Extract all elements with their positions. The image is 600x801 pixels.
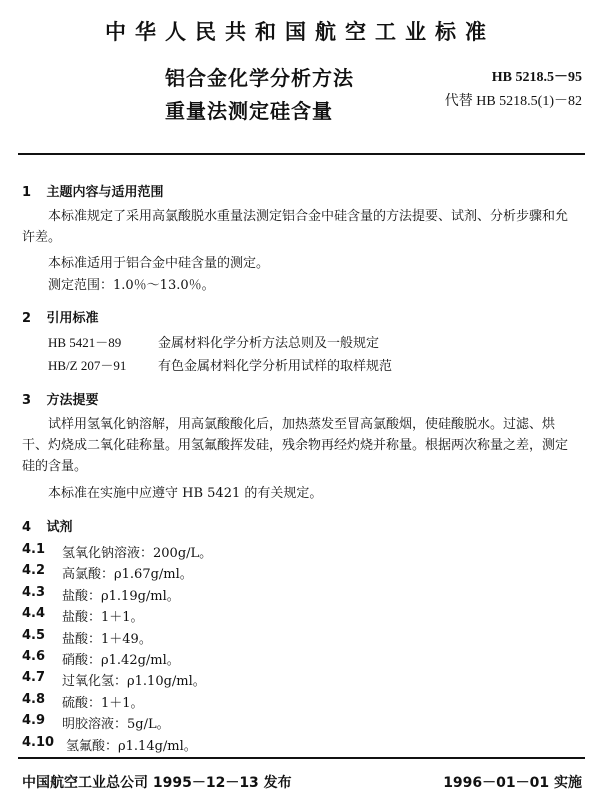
reagent-text: 盐酸：ρ1.19g/ml。	[62, 588, 180, 604]
reagent-text: 硫酸：1＋1。	[62, 695, 144, 711]
section-title: 引用标准	[46, 311, 99, 326]
section-1-paragraph: 本标准规定了采用高氯酸脱水重量法测定铝合金中硅含量的方法提要、试剂、分析步骤和允许差。	[22, 209, 569, 245]
section-3-heading	[22, 389, 99, 408]
reagent-text: 高氯酸：ρ1.67g/ml。	[62, 567, 193, 583]
reagent-number: 4.1	[22, 542, 46, 557]
section-title: 方法提要	[46, 393, 99, 408]
section-number: 4	[22, 520, 32, 535]
replaces-standard: 代替 HB 5218.5(1)－82	[444, 94, 582, 109]
reagent-text: 盐酸：1＋49。	[62, 631, 152, 647]
reagent-text: 盐酸：1＋1。	[62, 610, 144, 626]
section-1-heading	[22, 181, 164, 200]
reagent-text: 氢氧化钠溶液：200g/L。	[62, 546, 213, 561]
reagent-number: 4.9	[22, 713, 46, 729]
header-divider	[18, 153, 585, 155]
reagent-number: 4.3	[22, 584, 46, 600]
section-3-paragraph: 试样用氢氧化钠溶解，用高氯酸酸化后，加热蒸发至冒高氯酸烟，使硅酸脱水。过滤、烘干、灼烧成二氧化硅称量。用氢氟酸挥发硅，残余物再经灼烧并称量。根据两次称量之差，测定硅的含量。	[22, 417, 569, 474]
reagent-text: 明胶溶液：5g/L。	[62, 717, 170, 733]
document-title-line1: 铝合金化学分析方法	[165, 66, 354, 90]
section-2-heading	[22, 307, 99, 326]
reference-title-2: 有色金属材料化学分析用试样的取样规范	[158, 359, 393, 374]
reagent-number: 4.6	[22, 649, 46, 664]
reagent-text: 氢氟酸：ρ1.14g/ml。	[66, 738, 197, 754]
issued-date: 中国航空工业总公司 1995－12－13 发布	[22, 775, 292, 791]
footer-divider	[18, 757, 585, 759]
standard-code: HB 5218.5－95	[491, 70, 582, 85]
reagent-number: 4.8	[22, 691, 46, 707]
reagent-number: 4.10	[22, 734, 55, 750]
effective-date: 1996－01－01 实施	[443, 775, 582, 791]
reagent-text: 硝酸：ρ1.42g/ml。	[62, 653, 180, 668]
reagent-number: 4.4	[22, 606, 46, 622]
standard-header: 中华人民共和国航空工业标准	[105, 20, 495, 44]
reference-code-2: HB/Z 207－91	[48, 358, 127, 373]
section-4-heading	[22, 516, 73, 535]
reagent-number: 4.2	[22, 563, 46, 579]
section-title: 主题内容与适用范围	[46, 185, 164, 200]
section-number: 3	[22, 393, 32, 408]
section-3-paragraph-2: 本标准在实施中应遵守 HB 5421 的有关规定。	[48, 486, 323, 501]
section-number: 1	[22, 185, 32, 200]
section-1-line-2: 测定范围：1.0％～13.0％。	[48, 278, 215, 293]
document-title-line2: 重量法测定硅含量	[165, 99, 333, 123]
section-1-line-1: 本标准适用于铝合金中硅含量的测定。	[48, 256, 270, 271]
reference-title-1: 金属材料化学分析方法总则及一般规定	[158, 336, 380, 351]
reagent-text: 过氧化氢：ρ1.10g/ml。	[62, 674, 206, 690]
reagent-number: 4.7	[22, 670, 46, 686]
reference-code-1: HB 5421－89	[48, 335, 122, 350]
section-number: 2	[22, 311, 32, 326]
reagent-number: 4.5	[22, 627, 46, 643]
section-title: 试剂	[46, 520, 73, 535]
